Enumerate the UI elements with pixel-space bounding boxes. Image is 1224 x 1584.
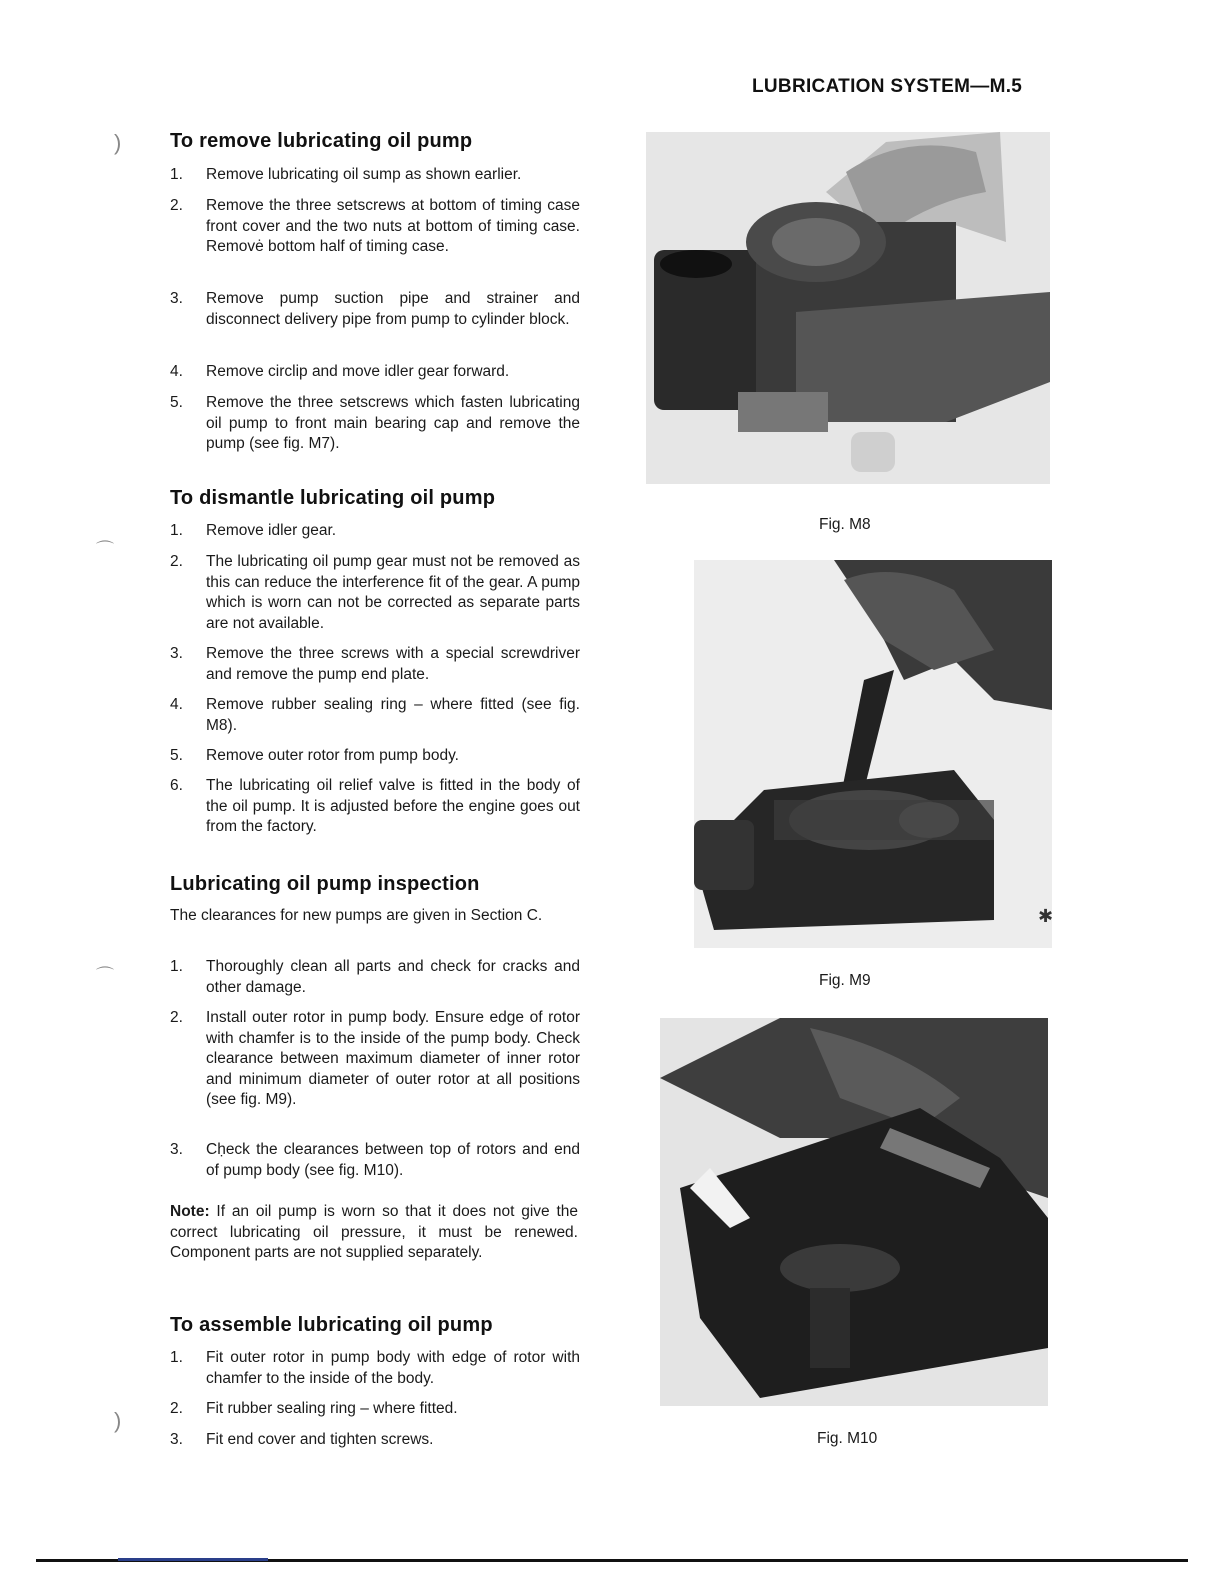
list-item: 2. The lubricating oil pump gear must not be removed as this can reduce the interference fit of the gear. A pump which is worn can not be corrected as separate parts are not available.	[170, 553, 580, 632]
list-item: 2. Fit rubber sealing ring – where fitted.	[170, 1400, 458, 1417]
section-title-assemble: To assemble lubricating oil pump	[170, 1314, 493, 1336]
photo-fig-m9	[694, 560, 1052, 948]
inspection-intro: The clearances for new pumps are given in Section C.	[170, 907, 543, 924]
list-item: 1. Remove idler gear.	[170, 522, 337, 539]
list-item: 5. Remove outer rotor from pump body.	[170, 747, 459, 764]
scan-mark: ⌒	[96, 966, 114, 986]
caption-fig-m10: Fig. M10	[817, 1430, 878, 1447]
list-item: 3. Remove the three screws with a special screwdriver and remove the pump end plate.	[170, 645, 580, 683]
list-item: 2. Install outer rotor in pump body. Ensure edge of rotor with chamfer is to the inside of the pump body. Check clearance between maximum diameter of inner rotor and minimum diameter of outer rotor at all positions (see fig. M9).	[170, 1009, 580, 1108]
note-text: If an oil pump is worn so that it does not give the correct lubricating oil pressure, it must be renewed. Component parts are not supplied separately.	[170, 1203, 578, 1261]
section-title-dismantle: To dismantle lubricating oil pump	[170, 487, 496, 509]
list-item: 1. Remove lubricating oil sump as shown earlier.	[170, 166, 522, 183]
list-item: 1. Thoroughly clean all parts and check for cracks and other damage.	[170, 958, 580, 996]
caption-fig-m9: Fig. M9	[819, 972, 871, 989]
scan-mark: )	[114, 130, 122, 155]
list-item: 3. Cḥeck the clearances between top of rotors and end of pump body (see fig. M10).	[170, 1141, 580, 1179]
list-item: 6. The lubricating oil relief valve is fitted in the body of the oil pump. It is adjusted before the engine goes out from the factory.	[170, 777, 580, 835]
list-item: 3. Remove pump suction pipe and strainer and disconnect delivery pipe from pump to cylinder block.	[170, 290, 580, 328]
scan-mark: ✱	[1038, 906, 1054, 926]
note-label: Note:	[170, 1203, 210, 1220]
section-title-remove: To remove lubricating oil pump	[170, 130, 473, 152]
scan-mark: )	[114, 1408, 122, 1433]
list-item: 1. Fit outer rotor in pump body with edge of rotor with chamfer to the inside of the body.	[170, 1349, 580, 1387]
list-item: 2. Remove the three setscrews at bottom of timing case front cover and the two nuts at bottom of timing case. Removė bottom half of timing case.	[170, 197, 580, 255]
list-item: 5. Remove the three setscrews which fasten lubricating oil pump to front main bearing cap and remove the pump (see fig. M7).	[170, 394, 580, 452]
bottom-rule-accent	[118, 1558, 268, 1561]
list-item: 4. Remove circlip and move idler gear forward.	[170, 363, 510, 380]
photo-fig-m10	[660, 1018, 1048, 1406]
inspection-note	[170, 1202, 578, 1264]
list-item: 4. Remove rubber sealing ring – where fitted (see fig. M8).	[170, 696, 580, 734]
photo-fig-m8	[646, 132, 1050, 484]
caption-fig-m8: Fig. M8	[819, 516, 871, 533]
scan-mark: ⌒	[96, 540, 114, 560]
page-header: LUBRICATION SYSTEM—M.5	[752, 76, 1023, 97]
section-title-inspection: Lubricating oil pump inspection	[170, 873, 480, 895]
list-item: 3. Fit end cover and tighten screws.	[170, 1431, 434, 1448]
